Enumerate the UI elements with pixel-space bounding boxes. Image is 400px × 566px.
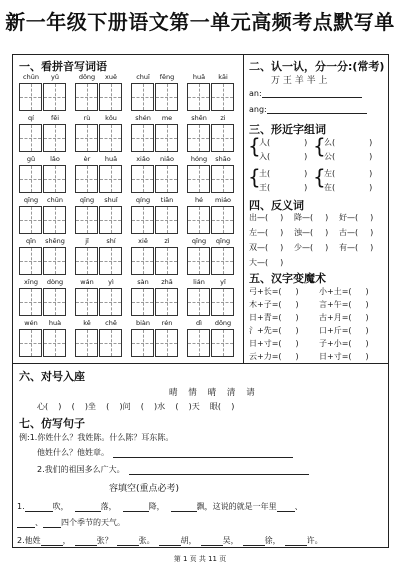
writing-cell[interactable] [43,288,66,316]
writing-cell[interactable] [131,165,154,193]
pinyin-row [19,73,237,119]
page-title: 新一年级下册语文第一单元高频考点默写单 [5,10,395,34]
pair-zai: 在( ) [324,183,373,192]
an-blank[interactable] [262,90,362,98]
writing-cell[interactable] [99,288,122,316]
writing-cell[interactable] [43,206,66,234]
writing-cell[interactable] [155,83,178,111]
pinyin-label: èr [83,155,91,163]
pinyin-label: zì [164,237,170,245]
writing-cell[interactable] [187,83,210,111]
section6-title: 六、对号入座 [19,370,85,383]
pinyin-label: zhā [161,278,173,286]
pinyin-row [19,278,237,324]
writing-cell[interactable] [131,124,154,152]
pinyin-label: sàn [137,278,149,286]
pinyin-label: lián [193,278,205,286]
pinyin-label: xiě [138,237,148,245]
writing-cell[interactable] [43,247,66,275]
pinyin-row [19,196,237,242]
pinyin-label: xiǎo [136,155,150,163]
antonym-item[interactable]: 少—( ) [294,243,329,252]
writing-cell[interactable] [187,124,210,152]
pinyin-label: shāo [215,155,231,163]
magic-row [249,325,389,336]
blank-12[interactable] [201,538,223,546]
pinyin-label: rén [161,319,173,327]
pinyin-label: shēng [45,237,65,245]
pinyin-label: jǐ [85,237,89,245]
writing-cell[interactable] [131,247,154,275]
antonym-item[interactable]: 降—( ) [294,213,329,222]
magic-item[interactable]: 日+寸=( ) [319,352,369,361]
pair-me: 么( ) [324,138,373,147]
pinyin-label: gǔ [26,155,36,163]
section2-chars: 万 王 羊 半 上 [271,76,328,86]
writing-cell[interactable] [99,165,122,193]
pinyin-row [19,155,237,201]
writing-cell[interactable] [211,165,234,193]
column-divider [243,55,244,363]
section1-title: 一、看拼音写词语 [19,60,107,73]
pinyin-label: miáo [214,196,232,204]
magic-item[interactable]: 古+月=( ) [319,313,369,322]
magic-item[interactable]: 弓+长=( ) [249,287,299,296]
example-2: 2.我们的祖国多么广大。 [37,464,309,475]
antonym-row [249,242,384,253]
antonym-row [249,227,384,238]
blank-5[interactable] [277,504,295,512]
pinyin-label: hé [194,196,204,204]
example-1: 例:1.你姓什么？我姓陈。什么陈？耳东陈。 [19,433,174,442]
pinyin-label: lǎo [50,155,60,163]
antonym-item[interactable]: 有—( ) [339,243,374,252]
antonym-row [249,257,294,268]
writing-cell[interactable] [211,206,234,234]
magic-row [249,312,389,323]
ang-line [249,105,367,114]
antonym-item[interactable]: 出—( ) [249,213,284,222]
magic-item[interactable]: 子+小=( ) [319,339,369,348]
pinyin-label: qīng [79,196,95,204]
section7-title: 七、仿写句子 [19,417,85,430]
writing-cell[interactable] [19,83,42,111]
blank-9[interactable] [75,538,97,546]
pinyin-label: fēng [159,73,175,81]
brace-right-2: { [313,165,326,189]
brace-right-1: { [313,134,326,158]
magic-item[interactable]: 日+青=( ) [249,313,299,322]
pinyin-label: rù [83,114,91,122]
pinyin-label: qíng [135,196,151,204]
blank-8[interactable] [41,538,63,546]
pinyin-label: qí [28,114,34,122]
blank-11[interactable] [159,538,181,546]
section4-title: 四、反义词 [249,199,304,212]
magic-item[interactable]: 木+子=( ) [249,300,299,309]
magic-item[interactable]: 氵+先=( ) [249,326,299,335]
writing-cell[interactable] [43,124,66,152]
fill-line-2: 2.他姓 ， 张？ 张。 胡， 吴， 徐， 许。 [17,536,323,545]
writing-cell[interactable] [99,329,122,357]
antonym-item[interactable]: 浊—( ) [294,228,329,237]
writing-cell[interactable] [155,329,178,357]
antonym-item[interactable]: 左—( ) [249,228,284,237]
antonym-item[interactable]: 古—( ) [339,228,374,237]
pinyin-label: kě [83,319,91,327]
magic-item[interactable]: 小+土=( ) [319,287,369,296]
blank-4[interactable] [171,504,197,512]
pinyin-label: yì [108,278,114,286]
pinyin-label: niǎo [160,155,174,163]
writing-cell[interactable] [211,288,234,316]
blank-2[interactable] [75,504,101,512]
pinyin-label: shí [106,237,116,245]
writing-cell[interactable] [75,247,98,275]
magic-row [249,299,389,310]
antonym-row [249,212,384,223]
writing-cell[interactable] [99,83,122,111]
brace-left-1: { [248,134,261,158]
blank-3[interactable] [123,504,149,512]
magic-item[interactable]: 日+寸=( ) [249,339,299,348]
magic-item[interactable]: 言+午=( ) [319,300,369,309]
an-label: an: [249,89,262,98]
pair-wang: 王( ) [259,183,308,192]
pinyin-label: xīng [24,278,38,286]
writing-cell[interactable] [155,247,178,275]
writing-cell[interactable] [131,83,154,111]
blank-1[interactable] [25,504,53,512]
pair-ren: 人( ) [259,138,308,147]
writing-cell[interactable] [211,329,234,357]
pinyin-label: xuě [105,73,117,81]
antonym-item[interactable]: 大—( ) [249,258,284,267]
writing-cell[interactable] [43,165,66,193]
section6-words: 晴 情 晴 清 请 [169,388,255,398]
pinyin-label: huà [48,319,62,327]
writing-cell[interactable] [19,124,42,152]
writing-cell[interactable] [19,329,42,357]
writing-cell[interactable] [19,206,42,234]
blank-7[interactable] [43,520,61,528]
writing-cell[interactable] [131,288,154,316]
example-1b: 他姓什么？他姓章。 [37,447,293,458]
pinyin-label: shēn [191,114,207,122]
writing-cell[interactable] [131,206,154,234]
section6-blanks[interactable]: 心( ) ( )坐 ( )问 ( )水 ( )天 眼( ) [37,402,235,411]
pinyin-label: fēi [50,114,60,122]
imitate-blank-1[interactable] [113,450,293,458]
pinyin-label: chuī [136,73,150,81]
pinyin-label: tiān [160,196,174,204]
pinyin-label: hóng [190,155,208,163]
imitate-blank-2[interactable] [129,467,309,475]
pair-zuo: 左( ) [324,169,373,178]
writing-cell[interactable] [75,329,98,357]
pinyin-row [19,319,237,365]
writing-cell[interactable] [155,288,178,316]
pinyin-label: shén [135,114,151,122]
magic-item[interactable]: 口+斤=( ) [319,326,369,335]
writing-cell[interactable] [75,165,98,193]
blank-13[interactable] [243,538,265,546]
pinyin-label: dì [196,319,202,327]
pinyin-label: chūn [47,196,63,204]
ang-label: ang: [249,105,267,114]
blank-14[interactable] [285,538,307,546]
pinyin-label: dòng [46,278,64,286]
writing-cell[interactable] [155,124,178,152]
writing-cell[interactable] [75,83,98,111]
pinyin-label: kǒu [105,114,117,122]
section2-title: 二、认一认，分一分:(常考) [249,60,385,73]
pinyin-label: huā [192,73,206,81]
worksheet-frame [12,54,389,548]
magic-row [249,351,389,362]
pinyin-label: wán [80,278,94,286]
writing-cell[interactable] [187,288,210,316]
brace-left-2: { [248,165,261,189]
antonym-item[interactable]: 好—( ) [339,213,374,222]
pair-tu: 土( ) [259,169,308,178]
writing-cell[interactable] [131,329,154,357]
writing-cell[interactable] [211,83,234,111]
pinyin-label: qīng [215,237,231,245]
pinyin-row [19,114,237,160]
section5-title: 五、汉字变魔术 [249,272,326,285]
fill-line-1: 1. 吹， 落， 降， 飘，这说的就是一年里 、 [17,502,303,511]
writing-cell[interactable] [75,124,98,152]
magic-row [249,286,389,297]
pinyin-row [19,237,237,283]
writing-cell[interactable] [99,206,122,234]
pinyin-label: chūn [23,73,39,81]
pinyin-label: dōng [78,73,96,81]
writing-cell[interactable] [19,165,42,193]
page-footer: 第 1 页 共 11 页 [173,555,227,563]
pinyin-label: huā [104,155,118,163]
writing-cell[interactable] [43,329,66,357]
pinyin-label: biàn [135,319,151,327]
pinyin-label: zi [220,114,226,122]
magic-item[interactable]: 云+力=( ) [249,352,299,361]
pinyin-label: yǔ [51,73,59,81]
pinyin-label: me [161,114,173,122]
ang-blank[interactable] [267,106,367,114]
writing-cell[interactable] [19,247,42,275]
writing-cell[interactable] [99,124,122,152]
writing-cell[interactable] [19,288,42,316]
writing-cell[interactable] [211,247,234,275]
pair-ru: 入( ) [259,152,308,161]
pinyin-label: chē [105,319,117,327]
an-line [249,89,362,98]
writing-cell[interactable] [187,165,210,193]
pinyin-label: qīng [191,237,207,245]
pinyin-label: qīng [23,196,39,204]
writing-cell[interactable] [155,165,178,193]
writing-cell[interactable] [211,124,234,152]
fill-title: 容填空(重点必考) [109,484,180,494]
writing-cell[interactable] [187,206,210,234]
pair-gong: 公( ) [324,152,373,161]
blank-6[interactable] [17,520,35,528]
pinyin-label: yǐ [220,278,226,286]
writing-cell[interactable] [75,206,98,234]
pinyin-label: kāi [218,73,228,81]
writing-cell[interactable] [43,83,66,111]
fill-line-1b: 、 四个季节的天气。 [17,517,125,528]
writing-cell[interactable] [75,288,98,316]
writing-cell[interactable] [155,206,178,234]
pinyin-label: qīn [25,237,37,245]
blank-10[interactable] [117,538,139,546]
writing-cell[interactable] [187,329,210,357]
writing-cell[interactable] [99,247,122,275]
pinyin-label: dōng [214,319,232,327]
pinyin-label: wén [24,319,38,327]
antonym-item[interactable]: 双—( ) [249,243,284,252]
section3-title: 三、形近字组词 [249,123,326,136]
magic-row [249,338,389,349]
writing-cell[interactable] [187,247,210,275]
pinyin-label: shuǐ [104,196,118,204]
